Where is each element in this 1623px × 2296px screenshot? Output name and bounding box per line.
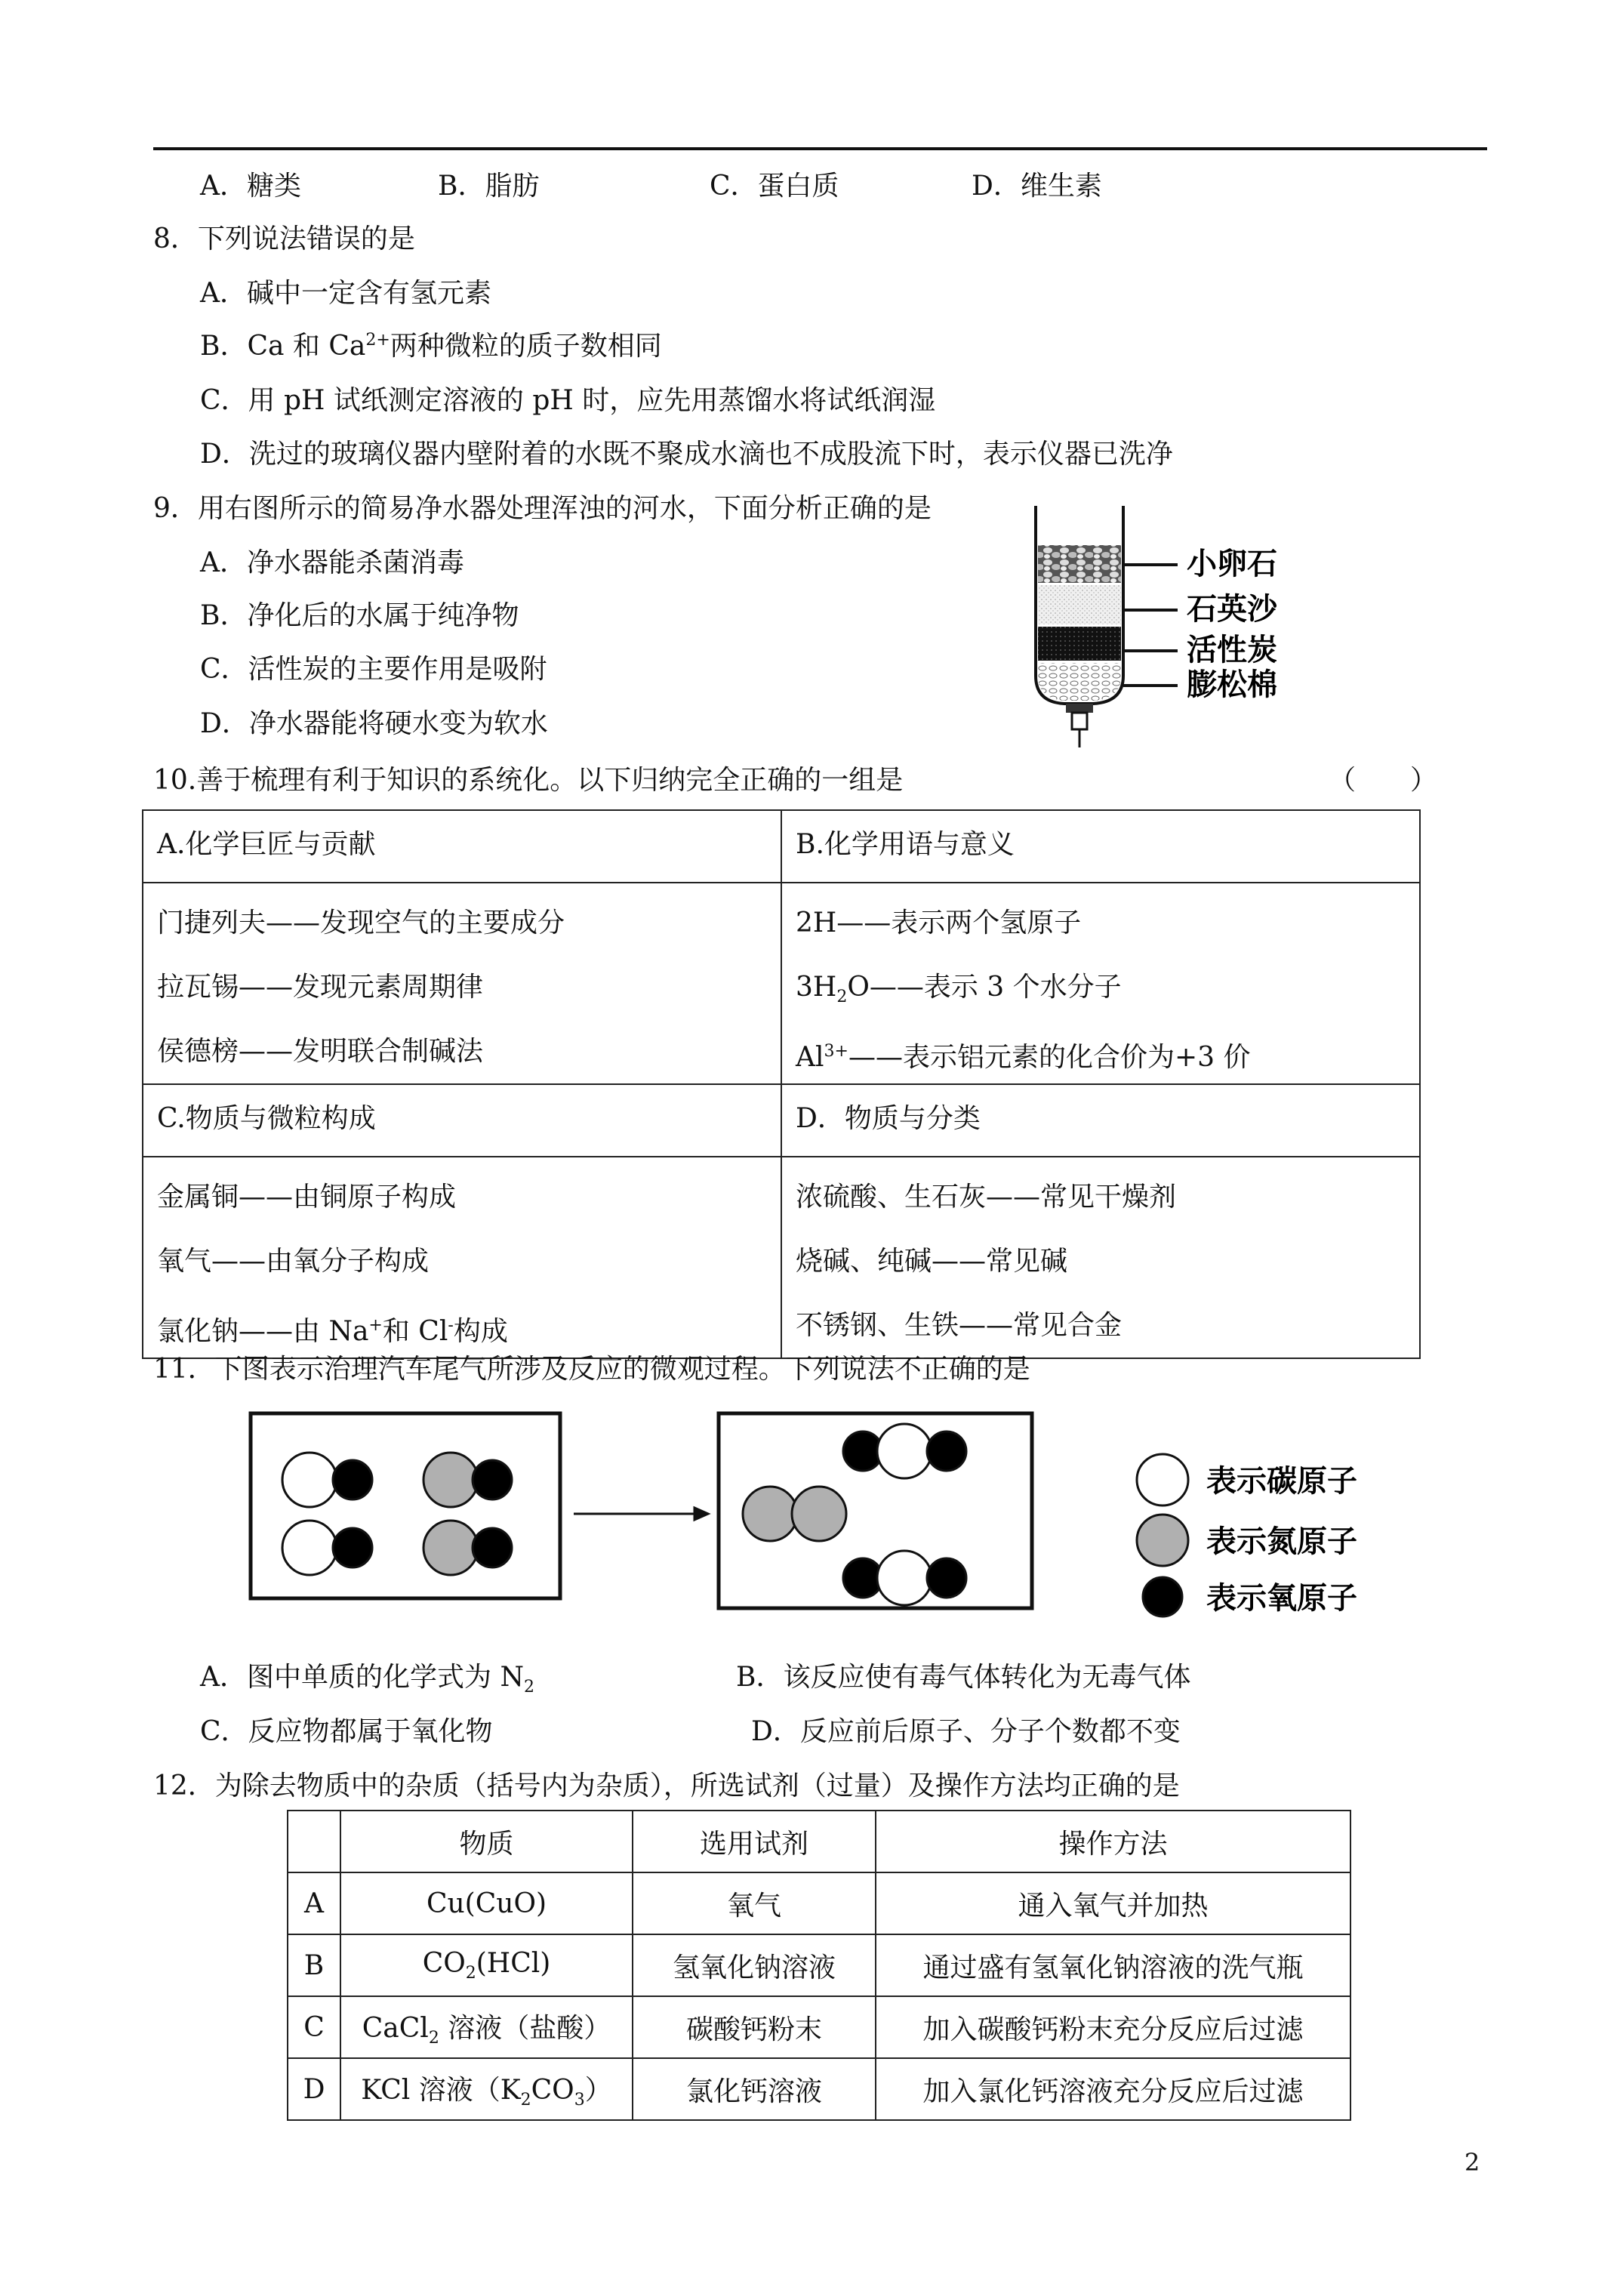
q12-header-method: 操作方法: [876, 1811, 1350, 1872]
figure-label-sand: 石英沙: [1187, 592, 1277, 627]
q12-stem: 12．为除去物质中的杂质（括号内为杂质），所选试剂（过量）及操作方法均正确的是: [153, 1771, 1180, 1801]
q8-option-a: A．碱中一定含有氢元素: [200, 278, 491, 309]
q8-stem: 8．下列说法错误的是: [153, 223, 415, 254]
q12-row-method: 通过盛有氢氧化钠溶液的洗气瓶: [876, 1934, 1350, 1996]
nitrogen-atom: [423, 1453, 478, 1507]
q12-row-method: 通入氧气并加热: [876, 1872, 1350, 1934]
table-row: [288, 1996, 1350, 2058]
q11-option-b: B．该反应使有毒气体转化为无毒气体: [736, 1662, 1191, 1693]
q10-c-line: 氧气——由氧分子构成: [157, 1246, 430, 1277]
q12-row-method: 加入氯化钙溶液充分反应后过滤: [876, 2058, 1350, 2120]
table-row: [288, 1934, 1350, 1996]
legend-nitrogen-icon: [1137, 1515, 1188, 1566]
q10-cell-a-head: A.化学巨匠与贡献: [143, 810, 781, 883]
oxygen-atom: [473, 1528, 512, 1567]
q10-a-line: 侯德榜——发明联合制碱法: [157, 1036, 484, 1067]
carbon-atom: [877, 1551, 932, 1605]
header-rule: [153, 147, 1487, 150]
q10-cell-b-body: [781, 883, 1420, 1084]
nitrogen-atom: [792, 1487, 846, 1541]
q12-row-substance: CaCl$_2$ 溶液（盐酸）: [340, 1996, 633, 2058]
q12-row-substance: $CO_2(HCl)$: [340, 1934, 633, 1996]
figure-label-pebble: 小卵石: [1187, 547, 1277, 581]
water-purifier-figure: [1027, 498, 1344, 755]
q8-option-c: C．用 pH 试纸测定溶液的 pH 时，应先用蒸馏水将试纸润湿: [200, 385, 936, 416]
pebble-layer: [1038, 545, 1121, 583]
q12-row-reagent: 氢氧化钠溶液: [633, 1934, 876, 1996]
q7-option-a: A．糖类: [200, 171, 301, 202]
q12-row-label: D: [288, 2058, 340, 2120]
q11-option-a: A．图中单质的化学式为 $N_2$: [200, 1662, 534, 1697]
q10-cell-a-body: [143, 883, 781, 1084]
q12-header-substance: 物质: [340, 1811, 633, 1872]
q10-d-line: 烧碱、纯碱——常见碱: [796, 1246, 1068, 1277]
reaction-diagram: [242, 1404, 1389, 1623]
q12-row-substance: Cu(CuO): [340, 1872, 633, 1934]
q12-header-reagent: 选用试剂: [633, 1811, 876, 1872]
q10-c-line: 氯化钠——由 Na+和 Cl-构成: [157, 1316, 508, 1347]
q12-header-blank: [288, 1811, 340, 1872]
q11-stem: 11．下图表示治理汽车尾气所涉及反应的微观过程。下列说法不正确的是: [153, 1354, 1030, 1385]
q9-option-b: B．净化后的水属于纯净物: [200, 600, 519, 631]
q10-cell-c-head: C.物质与微粒构成: [143, 1084, 781, 1157]
q12-row-reagent: 碳酸钙粉末: [633, 1996, 876, 2058]
q10-answer-bracket: （ ）: [1329, 765, 1438, 796]
sand-layer: [1038, 585, 1121, 624]
q9-option-c: C．活性炭的主要作用是吸附: [200, 654, 547, 685]
q12-row-label: A: [288, 1872, 340, 1934]
oxygen-atom: [333, 1460, 372, 1499]
q10-c-line: 金属铜——由铜原子构成: [157, 1182, 457, 1213]
outlet-tube: [1072, 713, 1087, 729]
legend-carbon-icon: [1137, 1454, 1188, 1505]
q10-cell-d-body: [781, 1157, 1420, 1358]
carbon-layer: [1038, 627, 1121, 661]
figure-label-cotton: 膨松棉: [1187, 667, 1277, 702]
q10-b-line: $3H_2O——$表示 3 个水分子: [796, 972, 1122, 1007]
carbon-atom: [282, 1521, 337, 1575]
cotton-layer: [1038, 663, 1121, 701]
q10-stem: 10.善于梳理有利于知识的系统化。以下归纳完全正确的一组是: [153, 765, 904, 796]
q10-b-line: $Al^{3+}——$表示铝元素的化合价为+3 价: [796, 1042, 1251, 1073]
q9-option-d: D．净水器能将硬水变为软水: [200, 708, 548, 739]
table-row: [288, 1872, 1350, 1934]
nitrogen-atom: [743, 1487, 797, 1541]
q12-row-label: B: [288, 1934, 340, 1996]
legend-carbon-label: 表示碳原子: [1206, 1464, 1357, 1499]
q12-row-method: 加入碳酸钙粉末充分反应后过滤: [876, 1996, 1350, 2058]
q10-a-line: 拉瓦锡——发现元素周期律: [157, 972, 484, 1003]
oxygen-atom: [927, 1432, 966, 1471]
q12-row-reagent: 氧气: [633, 1872, 876, 1934]
q7-option-d: D．维生素: [972, 171, 1102, 202]
q10-cell-c-body: [143, 1157, 781, 1358]
carbon-atom: [282, 1453, 337, 1507]
oxygen-atom: [927, 1558, 966, 1598]
legend-nitrogen-label: 表示氮原子: [1206, 1524, 1357, 1559]
q12-row-substance: KCl 溶液$(K_2CO_3)$: [340, 2058, 633, 2120]
legend-oxygen-icon: [1143, 1577, 1182, 1616]
oxygen-atom: [473, 1460, 512, 1499]
q10-cell-b-head: B.化学用语与意义: [781, 810, 1420, 883]
q7-option-c: C．蛋白质: [710, 171, 839, 202]
legend-oxygen-label: 表示氧原子: [1206, 1581, 1357, 1616]
q10-table: [142, 809, 1421, 1359]
arrow-head: [694, 1508, 708, 1520]
table-row: [288, 2058, 1350, 2120]
q9-stem: 9．用右图所示的简易净水器处理浑浊的河水，下面分析正确的是: [153, 493, 932, 524]
figure-label-carbon: 活性炭: [1187, 633, 1277, 667]
carbon-atom: [877, 1424, 932, 1478]
q12-table: [287, 1810, 1351, 2121]
q11-option-c: C．反应物都属于氧化物: [200, 1716, 493, 1747]
q10-a-line: 门捷列夫——发现空气的主要成分: [157, 908, 565, 938]
q8-option-b: B．Ca 和 $Ca^{2+}$两种微粒的质子数相同: [200, 331, 662, 362]
oxygen-atom: [333, 1528, 372, 1567]
q11-option-d: D．反应前后原子、分子个数都不变: [751, 1716, 1181, 1747]
page-number: 2: [1464, 2148, 1480, 2177]
q12-row-reagent: 氯化钙溶液: [633, 2058, 876, 2120]
q8-option-d: D．洗过的玻璃仪器内壁附着的水既不聚成水滴也不成股流下时，表示仪器已洗净: [200, 439, 1173, 470]
q10-cell-d-head: D．物质与分类: [781, 1084, 1420, 1157]
q10-d-line: 不锈钢、生铁——常见合金: [796, 1310, 1123, 1341]
q7-option-b: B．脂肪: [438, 171, 540, 202]
q12-row-label: C: [288, 1996, 340, 2058]
outlet-cap: [1066, 704, 1093, 713]
q10-d-line: 浓硫酸、生石灰——常见干燥剂: [796, 1182, 1177, 1213]
nitrogen-atom: [423, 1521, 478, 1575]
q10-b-line: 2H——表示两个氢原子: [796, 908, 1082, 938]
q9-option-a: A．净水器能杀菌消毒: [200, 547, 464, 578]
